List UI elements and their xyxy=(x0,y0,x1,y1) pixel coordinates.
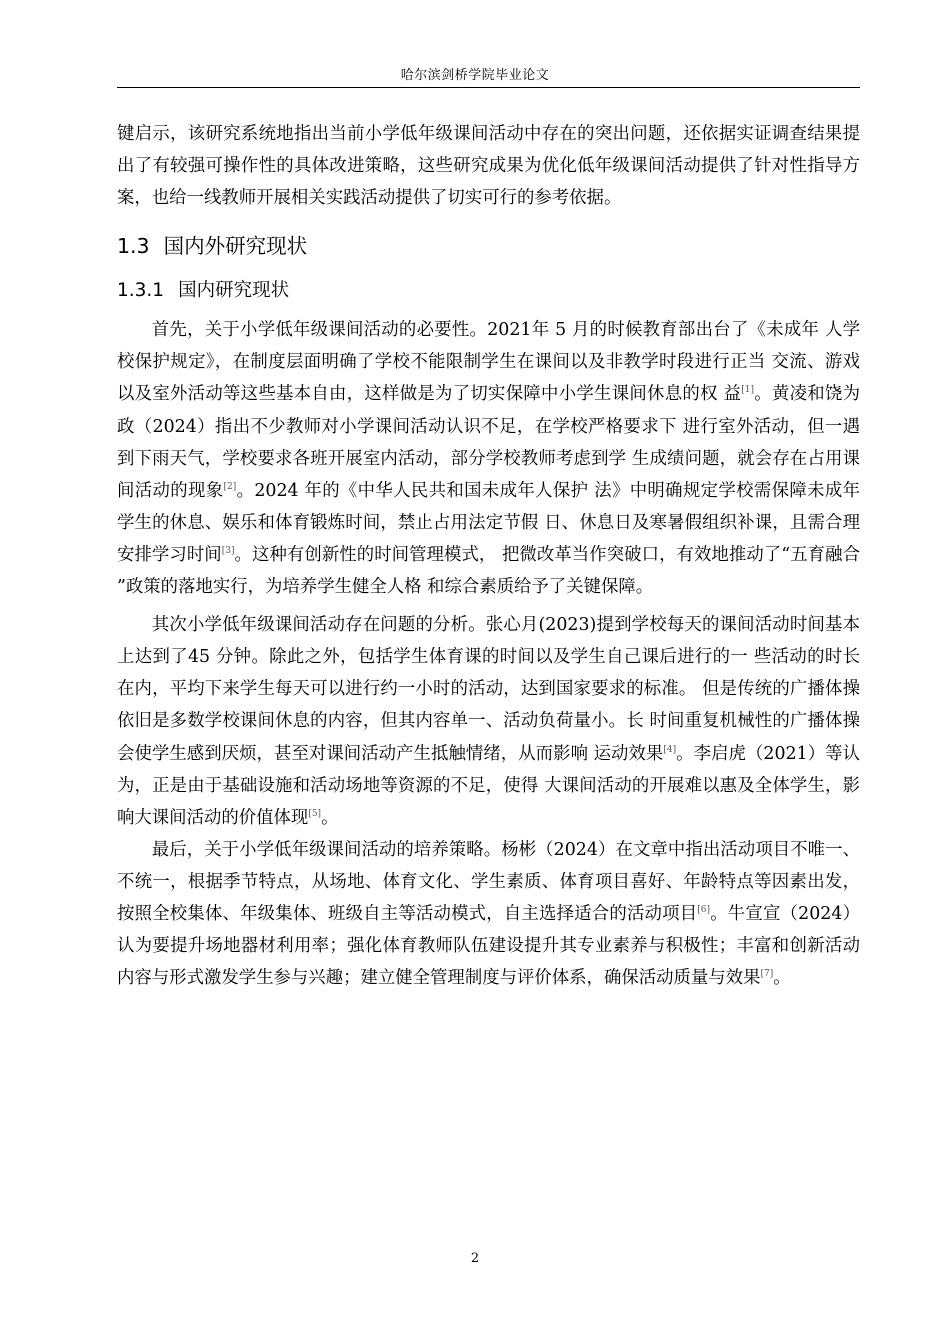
page-body xyxy=(117,118,860,994)
text-run: 最后，关于小学低年级课间活动的培养策略。杨彬（2024）在文章中指出活动项目不唯一、不统一，根据季节特点，从场地、体育文化、学生素质、体育项目喜好、年龄特点等因素出发，按照全校集体、年级集体、班级自主等活动模式，自主选择适合的活动项目 xyxy=(117,839,860,924)
running-header: 哈尔滨剑桥学院毕业论文 xyxy=(400,68,550,83)
header-divider xyxy=(117,87,860,88)
text-run: 。 xyxy=(773,968,791,989)
page-number: 2 xyxy=(470,1251,480,1266)
citation-6[interactable]: [6] xyxy=(697,904,711,915)
subsection-heading xyxy=(117,268,860,314)
text-run: 。黄凌和饶为政（2024）指出不少教师对小学课间活动认识不足，在学校严格要求下 进行室外活动，但一遇到下雨天气，学校要求各班开展室内活动，部分学校教师考虑到学 生成绩问题，就会存在占用课间活动的现象 xyxy=(117,384,860,501)
citation-1[interactable]: [1] xyxy=(741,385,754,396)
paragraph-problems xyxy=(117,609,860,834)
continuation-paragraph: 键启示，该研究系统地指出当前小学低年级课间活动中存在的突出问题，还依据实证调查结果提出了有较强可操作性的具体改进策略，这些研究成果为优化低年级课间活动提供了针对性指导方案，也给一线教师开展相关实践活动提供了切实可行的参考依据。 xyxy=(117,124,860,209)
text-run: 。 xyxy=(321,807,339,828)
text-run: 。牛宣宣（2024）认为要提升场地器材利用率；强化体育教师队伍建设提升其专业素养与积极性；丰富和创新活动内容与形式激发学生参与兴趣；建立健全管理制度与评价体系，确保活动质量与效果 xyxy=(117,903,860,989)
citation-3[interactable]: [3] xyxy=(221,545,235,556)
text-run: 。这种有创新性的时间管理模式， 把微改革当作突破口，有效地推动了“五育融合 ”政策的落地实行，为培养学生健全人格 和综合素质给予了关键保障。 xyxy=(117,544,860,598)
paragraph-necessity xyxy=(117,314,860,603)
subsection-number: 1.3.1 xyxy=(117,280,165,302)
text-run: 首先，关于小学低年级课间活动的必要性。2021年 5 月的时候教育部出台了《未成年 人学校保护规定》，在制度层面明确了学校不能限制学生在课间以及非教学时段进行正当 交流、游戏以及室外活动等这些基本自由，这样做是为了切实保障中小学生课间休息的权 益 xyxy=(117,320,860,405)
section-heading xyxy=(117,224,860,268)
paragraph-strategies xyxy=(117,834,860,994)
section-title: 国内外研究现状 xyxy=(163,234,308,259)
citation-4[interactable]: [4] xyxy=(663,744,677,755)
subsection-title: 国内研究现状 xyxy=(178,280,290,302)
text-run: 。李启虎（2021）等认为，正是由于基础设施和活动场地等资源的不足，使得 大课间活动的开展难以惠及全体学生，影响大课间活动的价值体现 xyxy=(117,743,860,828)
citation-2[interactable]: [2] xyxy=(223,481,237,492)
section-number: 1.3 xyxy=(117,234,150,259)
citation-7[interactable]: [7] xyxy=(760,969,774,980)
text-run: 其次小学低年级课间活动存在问题的分析。张心月(2023)提到学校每天的课间活动时间基本上达到了45 分钟。除此之外，包括学生体育课的时间以及学生自己课后进行的一 些活动的时长在内，平均下来学生每天可以进行约一小时的活动，达到国家要求的标准。 但是传统的广播体操依旧是多数学校课间休息的内容，但其内容单一、活动负荷量小。长 时间重复机械性的广播体操会使学生感到厌烦，甚至对课间活动产生抵触情绪，从而影响 运动效果 xyxy=(117,615,860,764)
text-run: 。2024 年的《中华人民共和国未成年人保护 法》中明确规定学校需保障未成年学生的休息、娱乐和体育锻炼时间，禁止占用法定节假 日、休息日及寒暑假组织补课，且需合理安排学习时间 xyxy=(117,480,860,565)
citation-5[interactable]: [5] xyxy=(308,808,322,819)
